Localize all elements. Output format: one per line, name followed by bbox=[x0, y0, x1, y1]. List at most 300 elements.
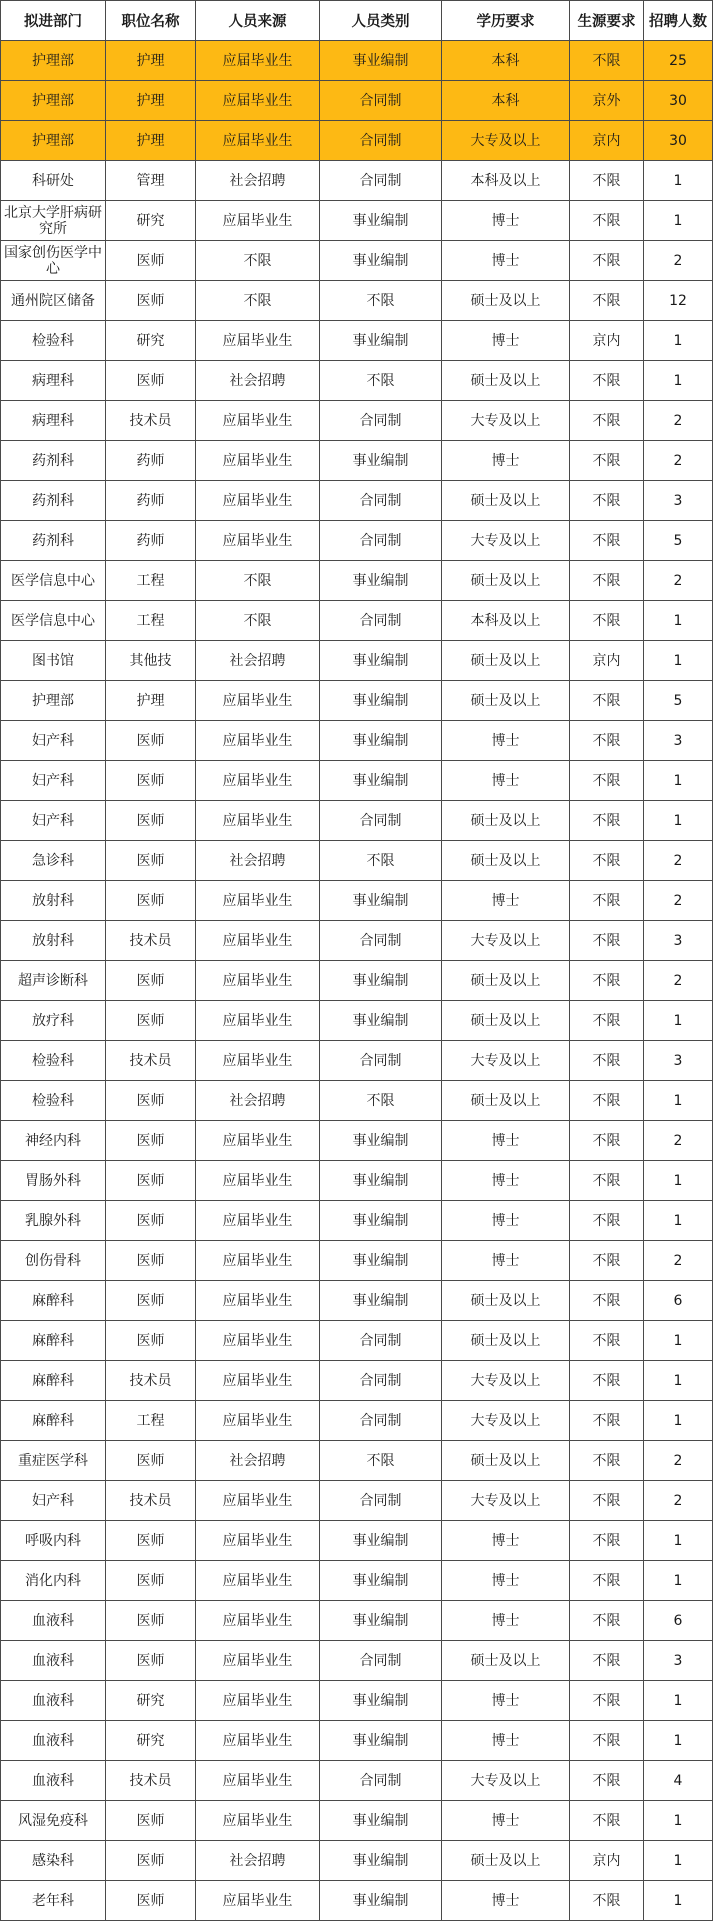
cell-personnel-source: 应届毕业生 bbox=[196, 1481, 320, 1521]
table-row bbox=[1, 1041, 713, 1081]
cell-education: 本科及以上 bbox=[442, 161, 570, 201]
cell-origin: 不限 bbox=[570, 41, 644, 81]
cell-personnel-category: 事业编制 bbox=[320, 201, 442, 241]
table-row bbox=[1, 1361, 713, 1401]
cell-personnel-category: 事业编制 bbox=[320, 641, 442, 681]
cell-position: 研究 bbox=[106, 1721, 196, 1761]
cell-education: 硕士及以上 bbox=[442, 961, 570, 1001]
cell-department: 护理部 bbox=[1, 81, 106, 121]
cell-origin: 不限 bbox=[570, 761, 644, 801]
table-row bbox=[1, 1281, 713, 1321]
cell-headcount: 1 bbox=[644, 1721, 713, 1761]
cell-personnel-category: 合同制 bbox=[320, 521, 442, 561]
cell-department: 放射科 bbox=[1, 881, 106, 921]
cell-personnel-category: 合同制 bbox=[320, 921, 442, 961]
cell-personnel-category: 合同制 bbox=[320, 1401, 442, 1441]
cell-personnel-source: 应届毕业生 bbox=[196, 721, 320, 761]
cell-position: 医师 bbox=[106, 1161, 196, 1201]
header-position: 职位名称 bbox=[106, 1, 196, 41]
cell-position: 医师 bbox=[106, 881, 196, 921]
cell-personnel-category: 不限 bbox=[320, 281, 442, 321]
cell-position: 医师 bbox=[106, 281, 196, 321]
cell-position: 工程 bbox=[106, 1401, 196, 1441]
cell-position: 医师 bbox=[106, 1321, 196, 1361]
cell-headcount: 1 bbox=[644, 801, 713, 841]
cell-personnel-category: 事业编制 bbox=[320, 1281, 442, 1321]
table-row bbox=[1, 481, 713, 521]
cell-personnel-category: 不限 bbox=[320, 841, 442, 881]
cell-personnel-source: 应届毕业生 bbox=[196, 1721, 320, 1761]
cell-personnel-category: 合同制 bbox=[320, 601, 442, 641]
cell-personnel-category: 事业编制 bbox=[320, 1681, 442, 1721]
cell-headcount: 2 bbox=[644, 441, 713, 481]
cell-position: 技术员 bbox=[106, 921, 196, 961]
cell-education: 硕士及以上 bbox=[442, 1841, 570, 1881]
cell-origin: 不限 bbox=[570, 361, 644, 401]
cell-personnel-category: 事业编制 bbox=[320, 1881, 442, 1921]
cell-origin: 不限 bbox=[570, 961, 644, 1001]
cell-education: 硕士及以上 bbox=[442, 1441, 570, 1481]
cell-personnel-category: 事业编制 bbox=[320, 1001, 442, 1041]
cell-personnel-source: 应届毕业生 bbox=[196, 481, 320, 521]
cell-department: 科研处 bbox=[1, 161, 106, 201]
cell-headcount: 1 bbox=[644, 641, 713, 681]
cell-position: 医师 bbox=[106, 841, 196, 881]
cell-origin: 不限 bbox=[570, 1321, 644, 1361]
cell-position: 护理 bbox=[106, 81, 196, 121]
table-row bbox=[1, 1561, 713, 1601]
cell-department: 图书馆 bbox=[1, 641, 106, 681]
header-department: 拟进部门 bbox=[1, 1, 106, 41]
cell-education: 大专及以上 bbox=[442, 521, 570, 561]
cell-position: 研究 bbox=[106, 1681, 196, 1721]
cell-education: 大专及以上 bbox=[442, 1401, 570, 1441]
cell-personnel-source: 应届毕业生 bbox=[196, 1281, 320, 1321]
cell-personnel-category: 事业编制 bbox=[320, 1521, 442, 1561]
table-row bbox=[1, 1401, 713, 1441]
cell-department: 医学信息中心 bbox=[1, 601, 106, 641]
cell-education: 本科及以上 bbox=[442, 601, 570, 641]
cell-education: 硕士及以上 bbox=[442, 281, 570, 321]
cell-personnel-source: 社会招聘 bbox=[196, 161, 320, 201]
cell-personnel-category: 事业编制 bbox=[320, 761, 442, 801]
cell-origin: 不限 bbox=[570, 201, 644, 241]
cell-headcount: 1 bbox=[644, 761, 713, 801]
cell-position: 技术员 bbox=[106, 1481, 196, 1521]
cell-position: 工程 bbox=[106, 561, 196, 601]
cell-personnel-source: 应届毕业生 bbox=[196, 1321, 320, 1361]
cell-education: 硕士及以上 bbox=[442, 561, 570, 601]
cell-origin: 京外 bbox=[570, 81, 644, 121]
cell-headcount: 2 bbox=[644, 961, 713, 1001]
cell-origin: 不限 bbox=[570, 721, 644, 761]
table-row bbox=[1, 641, 713, 681]
cell-origin: 京内 bbox=[570, 1841, 644, 1881]
table-row bbox=[1, 41, 713, 81]
cell-position: 医师 bbox=[106, 1121, 196, 1161]
cell-education: 博士 bbox=[442, 1161, 570, 1201]
cell-personnel-category: 合同制 bbox=[320, 81, 442, 121]
table-row bbox=[1, 1121, 713, 1161]
cell-origin: 不限 bbox=[570, 241, 644, 281]
cell-education: 博士 bbox=[442, 321, 570, 361]
cell-personnel-source: 应届毕业生 bbox=[196, 1161, 320, 1201]
cell-headcount: 1 bbox=[644, 1081, 713, 1121]
cell-department: 超声诊断科 bbox=[1, 961, 106, 1001]
cell-personnel-source: 社会招聘 bbox=[196, 361, 320, 401]
cell-education: 硕士及以上 bbox=[442, 841, 570, 881]
cell-headcount: 4 bbox=[644, 1761, 713, 1801]
cell-department: 麻醉科 bbox=[1, 1401, 106, 1441]
cell-position: 医师 bbox=[106, 1601, 196, 1641]
cell-department: 麻醉科 bbox=[1, 1281, 106, 1321]
cell-department: 护理部 bbox=[1, 681, 106, 721]
cell-department: 老年科 bbox=[1, 1881, 106, 1921]
cell-personnel-source: 应届毕业生 bbox=[196, 881, 320, 921]
cell-personnel-source: 不限 bbox=[196, 241, 320, 281]
cell-education: 博士 bbox=[442, 1681, 570, 1721]
cell-personnel-category: 事业编制 bbox=[320, 1801, 442, 1841]
cell-origin: 不限 bbox=[570, 281, 644, 321]
cell-education: 大专及以上 bbox=[442, 1481, 570, 1521]
cell-origin: 不限 bbox=[570, 1721, 644, 1761]
cell-department: 放疗科 bbox=[1, 1001, 106, 1041]
cell-headcount: 12 bbox=[644, 281, 713, 321]
cell-personnel-category: 事业编制 bbox=[320, 1201, 442, 1241]
cell-personnel-category: 合同制 bbox=[320, 1321, 442, 1361]
table-row bbox=[1, 1881, 713, 1921]
cell-personnel-source: 应届毕业生 bbox=[196, 1121, 320, 1161]
cell-position: 医师 bbox=[106, 1201, 196, 1241]
cell-personnel-source: 应届毕业生 bbox=[196, 1681, 320, 1721]
cell-headcount: 3 bbox=[644, 921, 713, 961]
cell-personnel-source: 应届毕业生 bbox=[196, 441, 320, 481]
table-row bbox=[1, 1441, 713, 1481]
cell-personnel-category: 合同制 bbox=[320, 121, 442, 161]
cell-headcount: 3 bbox=[644, 721, 713, 761]
cell-personnel-category: 事业编制 bbox=[320, 1601, 442, 1641]
cell-personnel-source: 应届毕业生 bbox=[196, 1801, 320, 1841]
cell-department: 医学信息中心 bbox=[1, 561, 106, 601]
cell-headcount: 2 bbox=[644, 1241, 713, 1281]
cell-origin: 京内 bbox=[570, 121, 644, 161]
cell-origin: 不限 bbox=[570, 1441, 644, 1481]
table-row bbox=[1, 801, 713, 841]
cell-personnel-category: 事业编制 bbox=[320, 721, 442, 761]
cell-headcount: 1 bbox=[644, 1521, 713, 1561]
cell-position: 医师 bbox=[106, 961, 196, 1001]
cell-personnel-category: 合同制 bbox=[320, 1641, 442, 1681]
cell-education: 博士 bbox=[442, 441, 570, 481]
cell-education: 硕士及以上 bbox=[442, 1281, 570, 1321]
header-personnel-source: 人员来源 bbox=[196, 1, 320, 41]
cell-headcount: 1 bbox=[644, 1801, 713, 1841]
cell-department: 妇产科 bbox=[1, 721, 106, 761]
table-row bbox=[1, 601, 713, 641]
cell-personnel-source: 社会招聘 bbox=[196, 1441, 320, 1481]
cell-department: 检验科 bbox=[1, 1081, 106, 1121]
cell-personnel-source: 社会招聘 bbox=[196, 1081, 320, 1121]
cell-personnel-category: 合同制 bbox=[320, 1481, 442, 1521]
cell-headcount: 1 bbox=[644, 1361, 713, 1401]
cell-personnel-source: 应届毕业生 bbox=[196, 1641, 320, 1681]
cell-position: 医师 bbox=[106, 1641, 196, 1681]
cell-position: 研究 bbox=[106, 201, 196, 241]
cell-education: 大专及以上 bbox=[442, 121, 570, 161]
cell-headcount: 5 bbox=[644, 521, 713, 561]
table-row bbox=[1, 681, 713, 721]
cell-personnel-category: 合同制 bbox=[320, 401, 442, 441]
cell-personnel-category: 事业编制 bbox=[320, 1121, 442, 1161]
cell-department: 血液科 bbox=[1, 1761, 106, 1801]
header-education: 学历要求 bbox=[442, 1, 570, 41]
cell-origin: 不限 bbox=[570, 801, 644, 841]
cell-department: 北京大学肝病研究所 bbox=[1, 201, 106, 241]
cell-department: 急诊科 bbox=[1, 841, 106, 881]
cell-personnel-source: 应届毕业生 bbox=[196, 1561, 320, 1601]
cell-education: 硕士及以上 bbox=[442, 1081, 570, 1121]
table-row bbox=[1, 961, 713, 1001]
cell-origin: 不限 bbox=[570, 1761, 644, 1801]
table-row bbox=[1, 361, 713, 401]
cell-department: 妇产科 bbox=[1, 801, 106, 841]
table-row bbox=[1, 761, 713, 801]
cell-department: 妇产科 bbox=[1, 761, 106, 801]
cell-position: 医师 bbox=[106, 1841, 196, 1881]
cell-personnel-source: 应届毕业生 bbox=[196, 681, 320, 721]
header-personnel-category: 人员类别 bbox=[320, 1, 442, 41]
cell-origin: 不限 bbox=[570, 1801, 644, 1841]
cell-origin: 不限 bbox=[570, 441, 644, 481]
cell-origin: 不限 bbox=[570, 1361, 644, 1401]
cell-personnel-category: 事业编制 bbox=[320, 1561, 442, 1601]
cell-headcount: 30 bbox=[644, 121, 713, 161]
cell-personnel-source: 应届毕业生 bbox=[196, 1201, 320, 1241]
cell-personnel-category: 合同制 bbox=[320, 481, 442, 521]
table-row bbox=[1, 1161, 713, 1201]
cell-origin: 京内 bbox=[570, 641, 644, 681]
cell-personnel-source: 应届毕业生 bbox=[196, 201, 320, 241]
cell-department: 药剂科 bbox=[1, 521, 106, 561]
cell-origin: 不限 bbox=[570, 681, 644, 721]
cell-department: 妇产科 bbox=[1, 1481, 106, 1521]
cell-origin: 不限 bbox=[570, 1161, 644, 1201]
cell-headcount: 1 bbox=[644, 1321, 713, 1361]
cell-origin: 不限 bbox=[570, 1121, 644, 1161]
cell-personnel-category: 事业编制 bbox=[320, 241, 442, 281]
cell-origin: 不限 bbox=[570, 1881, 644, 1921]
cell-headcount: 1 bbox=[644, 1401, 713, 1441]
cell-position: 药师 bbox=[106, 441, 196, 481]
cell-department: 病理科 bbox=[1, 401, 106, 441]
cell-position: 研究 bbox=[106, 321, 196, 361]
cell-position: 医师 bbox=[106, 801, 196, 841]
cell-personnel-source: 社会招聘 bbox=[196, 641, 320, 681]
cell-education: 硕士及以上 bbox=[442, 1321, 570, 1361]
cell-personnel-category: 事业编制 bbox=[320, 41, 442, 81]
cell-department: 神经内科 bbox=[1, 1121, 106, 1161]
cell-education: 博士 bbox=[442, 1721, 570, 1761]
cell-position: 医师 bbox=[106, 1241, 196, 1281]
cell-position: 药师 bbox=[106, 521, 196, 561]
table-row bbox=[1, 1201, 713, 1241]
cell-personnel-source: 不限 bbox=[196, 561, 320, 601]
cell-education: 博士 bbox=[442, 1561, 570, 1601]
cell-position: 医师 bbox=[106, 1001, 196, 1041]
cell-headcount: 2 bbox=[644, 841, 713, 881]
cell-personnel-source: 应届毕业生 bbox=[196, 1881, 320, 1921]
cell-education: 博士 bbox=[442, 201, 570, 241]
cell-origin: 不限 bbox=[570, 1681, 644, 1721]
cell-headcount: 3 bbox=[644, 1641, 713, 1681]
cell-headcount: 6 bbox=[644, 1281, 713, 1321]
cell-origin: 不限 bbox=[570, 881, 644, 921]
cell-headcount: 1 bbox=[644, 1841, 713, 1881]
cell-origin: 不限 bbox=[570, 1281, 644, 1321]
cell-department: 感染科 bbox=[1, 1841, 106, 1881]
cell-headcount: 25 bbox=[644, 41, 713, 81]
cell-personnel-source: 不限 bbox=[196, 281, 320, 321]
cell-position: 医师 bbox=[106, 1281, 196, 1321]
cell-education: 本科 bbox=[442, 41, 570, 81]
cell-personnel-source: 应届毕业生 bbox=[196, 1041, 320, 1081]
cell-personnel-category: 不限 bbox=[320, 361, 442, 401]
cell-personnel-category: 事业编制 bbox=[320, 881, 442, 921]
cell-personnel-category: 不限 bbox=[320, 1441, 442, 1481]
table-row bbox=[1, 161, 713, 201]
table-row bbox=[1, 1681, 713, 1721]
cell-personnel-category: 事业编制 bbox=[320, 441, 442, 481]
cell-origin: 不限 bbox=[570, 521, 644, 561]
cell-personnel-category: 不限 bbox=[320, 1081, 442, 1121]
cell-department: 放射科 bbox=[1, 921, 106, 961]
cell-position: 护理 bbox=[106, 121, 196, 161]
cell-headcount: 3 bbox=[644, 1041, 713, 1081]
cell-personnel-source: 应届毕业生 bbox=[196, 1601, 320, 1641]
cell-origin: 不限 bbox=[570, 1481, 644, 1521]
cell-headcount: 2 bbox=[644, 1121, 713, 1161]
cell-origin: 不限 bbox=[570, 1401, 644, 1441]
cell-origin: 不限 bbox=[570, 481, 644, 521]
table-row bbox=[1, 1321, 713, 1361]
cell-headcount: 6 bbox=[644, 1601, 713, 1641]
cell-headcount: 1 bbox=[644, 201, 713, 241]
cell-education: 博士 bbox=[442, 241, 570, 281]
cell-headcount: 2 bbox=[644, 1441, 713, 1481]
cell-position: 管理 bbox=[106, 161, 196, 201]
cell-department: 国家创伤医学中心 bbox=[1, 241, 106, 281]
cell-position: 医师 bbox=[106, 361, 196, 401]
cell-department: 血液科 bbox=[1, 1601, 106, 1641]
cell-education: 硕士及以上 bbox=[442, 481, 570, 521]
cell-personnel-source: 社会招聘 bbox=[196, 1841, 320, 1881]
cell-position: 技术员 bbox=[106, 401, 196, 441]
cell-department: 药剂科 bbox=[1, 441, 106, 481]
table-row bbox=[1, 1521, 713, 1561]
table-row bbox=[1, 441, 713, 481]
cell-education: 大专及以上 bbox=[442, 1041, 570, 1081]
table-body bbox=[1, 41, 713, 1921]
cell-origin: 京内 bbox=[570, 321, 644, 361]
cell-education: 硕士及以上 bbox=[442, 1001, 570, 1041]
cell-personnel-source: 社会招聘 bbox=[196, 841, 320, 881]
cell-personnel-source: 应届毕业生 bbox=[196, 801, 320, 841]
table-row bbox=[1, 201, 713, 241]
cell-position: 药师 bbox=[106, 481, 196, 521]
cell-origin: 不限 bbox=[570, 1201, 644, 1241]
table-row bbox=[1, 1001, 713, 1041]
cell-origin: 不限 bbox=[570, 1001, 644, 1041]
table-row bbox=[1, 1601, 713, 1641]
cell-personnel-source: 不限 bbox=[196, 601, 320, 641]
cell-personnel-category: 合同制 bbox=[320, 161, 442, 201]
cell-headcount: 1 bbox=[644, 1001, 713, 1041]
cell-origin: 不限 bbox=[570, 1641, 644, 1681]
cell-personnel-source: 应届毕业生 bbox=[196, 81, 320, 121]
cell-department: 血液科 bbox=[1, 1681, 106, 1721]
cell-personnel-category: 合同制 bbox=[320, 801, 442, 841]
cell-department: 麻醉科 bbox=[1, 1321, 106, 1361]
cell-personnel-source: 应届毕业生 bbox=[196, 761, 320, 801]
cell-position: 医师 bbox=[106, 1801, 196, 1841]
cell-personnel-category: 合同制 bbox=[320, 1761, 442, 1801]
cell-personnel-source: 应届毕业生 bbox=[196, 921, 320, 961]
cell-personnel-source: 应届毕业生 bbox=[196, 321, 320, 361]
cell-education: 博士 bbox=[442, 1881, 570, 1921]
cell-education: 博士 bbox=[442, 881, 570, 921]
cell-headcount: 1 bbox=[644, 601, 713, 641]
cell-position: 医师 bbox=[106, 1081, 196, 1121]
table-row bbox=[1, 721, 713, 761]
table-row bbox=[1, 521, 713, 561]
table-header-row bbox=[1, 1, 713, 41]
table-row bbox=[1, 1801, 713, 1841]
cell-education: 本科 bbox=[442, 81, 570, 121]
cell-education: 博士 bbox=[442, 1601, 570, 1641]
cell-education: 大专及以上 bbox=[442, 921, 570, 961]
cell-headcount: 2 bbox=[644, 561, 713, 601]
cell-origin: 不限 bbox=[570, 601, 644, 641]
cell-headcount: 5 bbox=[644, 681, 713, 721]
cell-headcount: 1 bbox=[644, 161, 713, 201]
table-row bbox=[1, 321, 713, 361]
cell-personnel-source: 应届毕业生 bbox=[196, 1001, 320, 1041]
cell-education: 博士 bbox=[442, 1201, 570, 1241]
cell-origin: 不限 bbox=[570, 1041, 644, 1081]
cell-education: 硕士及以上 bbox=[442, 681, 570, 721]
cell-department: 血液科 bbox=[1, 1721, 106, 1761]
cell-department: 通州院区储备 bbox=[1, 281, 106, 321]
table-row bbox=[1, 121, 713, 161]
cell-department: 血液科 bbox=[1, 1641, 106, 1681]
cell-origin: 不限 bbox=[570, 161, 644, 201]
table-row bbox=[1, 1241, 713, 1281]
cell-origin: 不限 bbox=[570, 401, 644, 441]
cell-personnel-source: 应届毕业生 bbox=[196, 1521, 320, 1561]
cell-education: 博士 bbox=[442, 761, 570, 801]
cell-department: 乳腺外科 bbox=[1, 1201, 106, 1241]
cell-headcount: 1 bbox=[644, 1561, 713, 1601]
cell-position: 医师 bbox=[106, 1521, 196, 1561]
header-origin: 生源要求 bbox=[570, 1, 644, 41]
cell-department: 风湿免疫科 bbox=[1, 1801, 106, 1841]
cell-department: 护理部 bbox=[1, 121, 106, 161]
cell-headcount: 1 bbox=[644, 1881, 713, 1921]
cell-personnel-source: 应届毕业生 bbox=[196, 1761, 320, 1801]
cell-headcount: 2 bbox=[644, 401, 713, 441]
cell-origin: 不限 bbox=[570, 561, 644, 601]
cell-headcount: 2 bbox=[644, 241, 713, 281]
